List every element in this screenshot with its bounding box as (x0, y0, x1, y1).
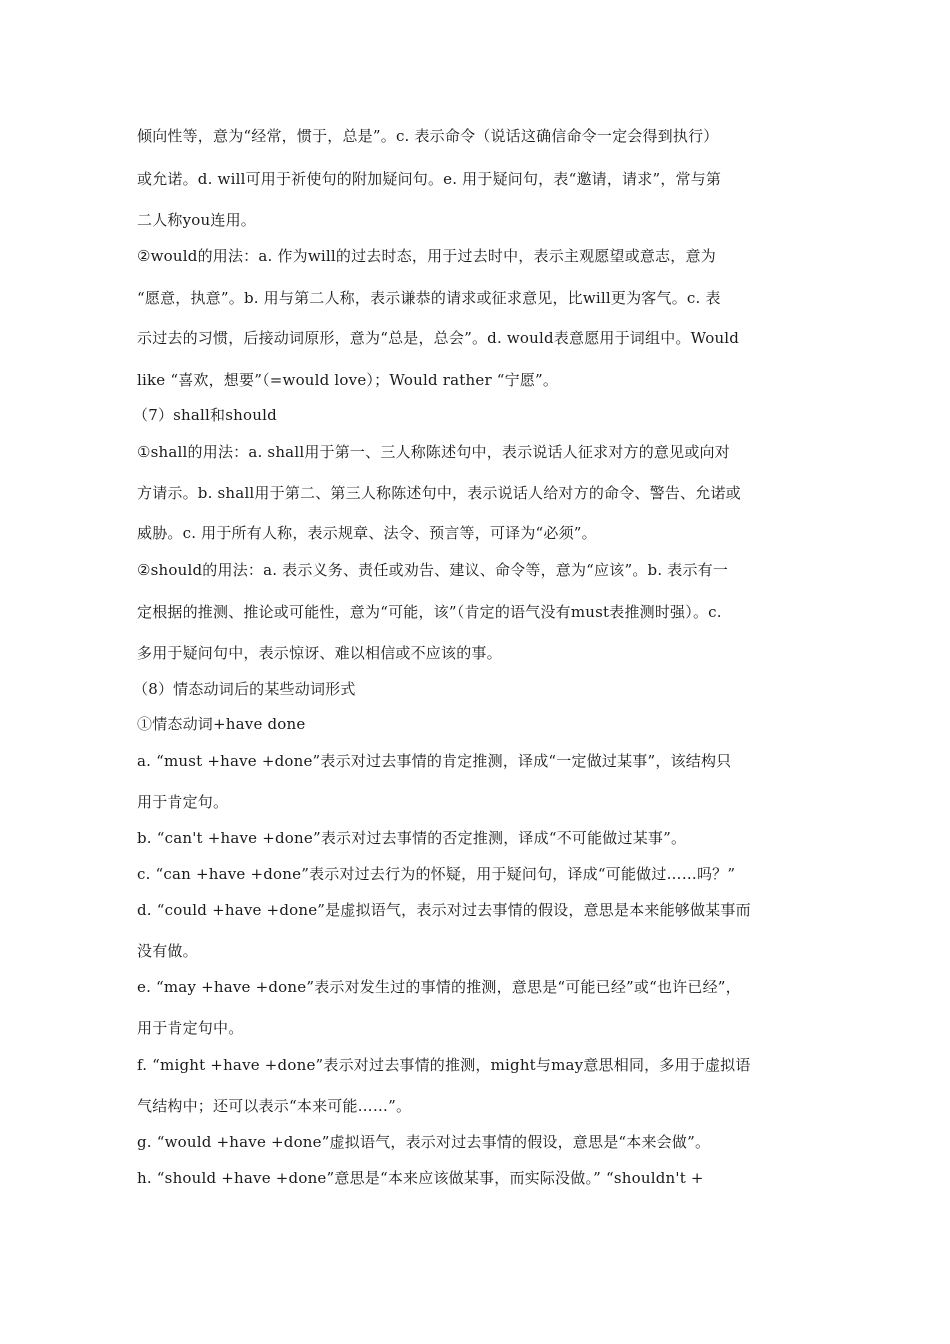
text-line: ①情态动词+have done (137, 715, 306, 733)
text-line: “愿意，执意”。b. 用与第二人称，表示谦恭的请求或征求意见，比will更为客气。c. 表 (137, 289, 721, 307)
text-line: c. “can +have +done”表示对过去行为的怀疑，用于疑问句，译成“可能做过……吗？” (137, 865, 736, 883)
text-line: like “喜欢，想要”（=would love）；Would rather “宁愿”。 (137, 371, 559, 389)
section-heading: （8）情态动词后的某些动词形式 (133, 680, 356, 698)
text-line: 倾向性等，意为“经常，惯于，总是”。c. 表示命令（说话这确信命令一定会得到执行） (137, 127, 719, 145)
text-line: 示过去的习惯，后接动词原形，意为“总是，总会”。d. would表意愿用于词组中。Would (137, 329, 740, 347)
text-line: 多用于疑问句中，表示惊讶、难以相信或不应该的事。 (137, 644, 502, 662)
text-line: g. “would +have +done”虚拟语气，表示对过去事情的假设，意思是“本来会做”。 (137, 1133, 711, 1151)
section-heading: （7）shall和should (133, 406, 277, 424)
text-line: 方请示。b. shall用于第二、第三人称陈述句中，表示说话人给对方的命令、警告、允诺或 (137, 484, 741, 502)
text-line: a. “must +have +done”表示对过去事情的肯定推测，译成“一定做过某事”，该结构只 (137, 752, 732, 770)
text-line: ②should的用法：a. 表示义务、责任或劝告、建议、命令等，意为“应该”。b. 表示有一 (137, 561, 729, 579)
text-line: 定根据的推测、推论或可能性，意为“可能，该”（肯定的语气没有must表推测时强）。c. (137, 603, 722, 621)
text-line: 用于肯定句中。 (137, 1019, 244, 1037)
text-line: d. “could +have +done”是虚拟语气，表示对过去事情的假设，意思是本来能够做某事而 (137, 901, 751, 919)
text-line: 用于肯定句。 (137, 793, 229, 811)
text-line: ①shall的用法：a. shall用于第一、三人称陈述句中，表示说话人征求对方的意见或向对 (137, 443, 730, 461)
text-line: e. “may +have +done”表示对发生过的事情的推测，意思是“可能已经”或“也许已经”， (137, 978, 741, 996)
text-line: 气结构中；还可以表示“本来可能……”。 (137, 1097, 412, 1115)
text-line: ②would的用法：a. 作为will的过去时态，用于过去时中，表示主观愿望或意志，意为 (137, 247, 716, 265)
text-line: 或允诺。d. will可用于祈使句的附加疑问句。e. 用于疑问句，表“邀请，请求”，常与第 (137, 170, 722, 188)
text-line: b. “can't +have +done”表示对过去事情的否定推测，译成“不可能做过某事”。 (137, 829, 687, 847)
text-line: f. “might +have +done”表示对过去事情的推测，might与may意思相同，多用于虚拟语 (137, 1056, 751, 1074)
text-line: 没有做。 (137, 942, 198, 960)
text-line: 威胁。c. 用于所有人称，表示规章、法令、预言等，可译为“必须”。 (137, 524, 597, 542)
text-line: 二人称you连用。 (137, 211, 256, 229)
text-line: h. “should +have +done”意思是“本来应该做某事，而实际没做。” “shouldn't + (137, 1169, 704, 1187)
